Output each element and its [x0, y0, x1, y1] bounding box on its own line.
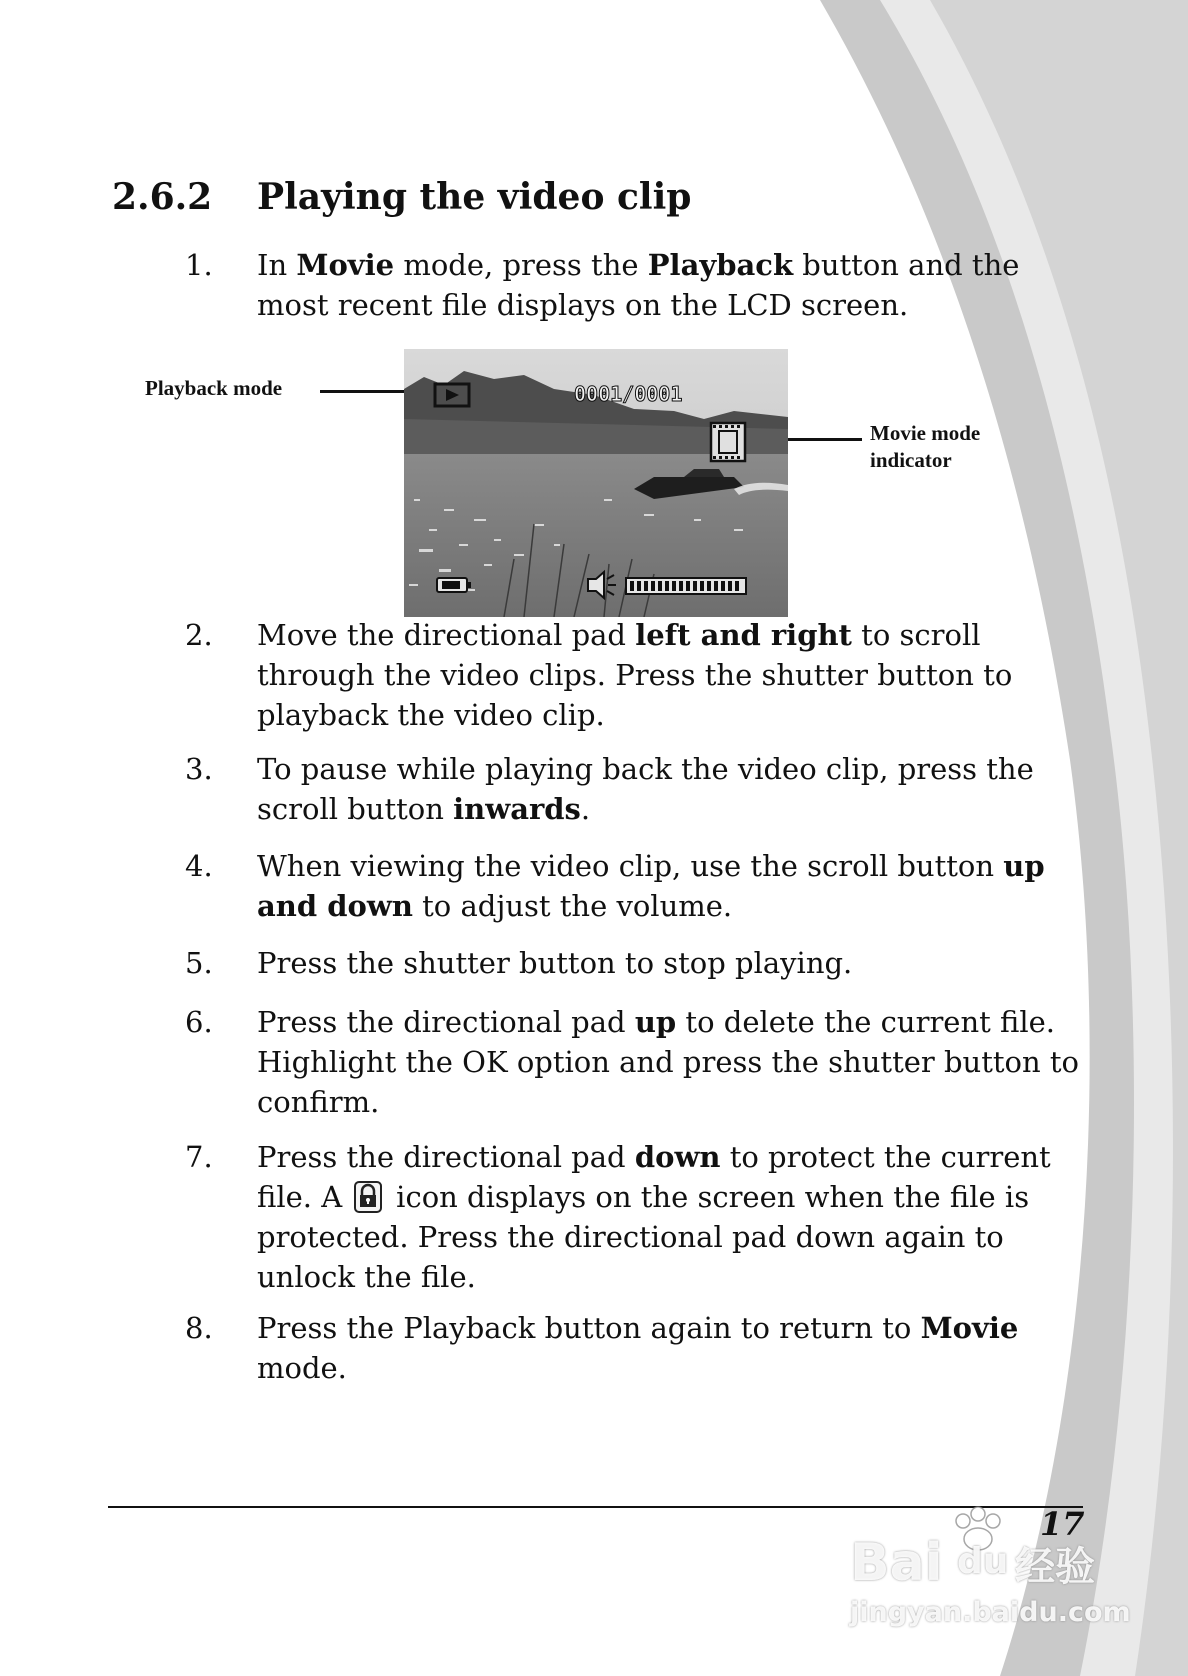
step-bold-term: up [634, 1005, 677, 1039]
section-title: Playing the video clip [257, 176, 692, 218]
step-text-segment: to scroll through the video clips. Press the shutter button to playback the video clip. [257, 618, 1013, 732]
step-text-segment: mode. [257, 1351, 347, 1385]
baidu-watermark [830, 1505, 1130, 1635]
step-text-segment: Press the shutter button to stop playing. [257, 946, 853, 980]
watermark-cn: 经验 [1015, 1544, 1095, 1590]
step-number: 7. [185, 1140, 213, 1174]
step-text-segment: When viewing the video clip, use the scroll button [257, 849, 1004, 883]
movie-mode-label-line2: indicator [870, 448, 952, 472]
lcd-scene [404, 349, 788, 617]
step-bold-term: down [634, 1140, 721, 1174]
step-text-segment: Press the Playback button again to return to [257, 1311, 921, 1345]
watermark-brand: Bai [850, 1533, 943, 1593]
step-text [257, 846, 1097, 926]
step-text [257, 1308, 1097, 1388]
step-text-segment: . [580, 792, 591, 826]
step-number: 1. [185, 248, 213, 282]
step-text-segment: Press the directional pad [257, 1140, 635, 1174]
step-bold-term: inwards [453, 792, 581, 826]
step-text [257, 1002, 1097, 1122]
film-strip-icon [711, 423, 745, 461]
watermark-du: du [957, 1541, 1009, 1582]
file-counter: 0001/0001 [574, 382, 683, 406]
movie-mode-label [870, 420, 980, 474]
section-number: 2.6.2 [112, 176, 213, 218]
step-text [257, 1137, 1097, 1297]
step-number: 3. [185, 752, 213, 786]
battery-icon [437, 578, 471, 592]
step-text-segment: Move the directional pad [257, 618, 636, 652]
lcd-screen-image [404, 349, 788, 617]
step-text-segment: button and the most recent file displays on the LCD screen. [257, 248, 1020, 322]
step-text-segment: In [257, 248, 297, 282]
step-number: 4. [185, 849, 213, 883]
step-text [257, 615, 1097, 735]
step-bold-term: left and right [635, 618, 852, 652]
step-bold-term: Movie [920, 1311, 1019, 1345]
step-number: 2. [185, 618, 213, 652]
step-number: 8. [185, 1311, 213, 1345]
movie-mode-label-line1: Movie mode [870, 421, 981, 445]
step-number: 5. [185, 946, 213, 980]
step-text-segment: to protect the current file. A [257, 1140, 1051, 1214]
page-number: 17 [1040, 1505, 1085, 1543]
step-number: 6. [185, 1005, 213, 1039]
step-text-segment: To pause while playing back the video clip, press the scroll button [257, 752, 1034, 826]
step-text [257, 245, 1097, 325]
step-text-segment: to delete the current file. Highlight the OK option and press the shutter button to confirm. [257, 1005, 1079, 1119]
step-bold-term: Playback [647, 248, 794, 282]
step-bold-term: up and down [257, 849, 1045, 923]
step-text-segment: to adjust the volume. [412, 889, 733, 923]
playback-mode-label: Playback mode [145, 376, 283, 400]
step-bold-term: Movie [296, 248, 395, 282]
step-text-segment: mode, press the [394, 248, 648, 282]
step-text [257, 749, 1097, 829]
step-text-segment: Press the directional pad [257, 1005, 635, 1039]
lock-icon [354, 1181, 382, 1213]
step-text [257, 943, 1097, 983]
volume-bar-icon [626, 578, 746, 594]
step-text-segment: icon displays on the screen when the file is protected. Press the directional pad down again to unlock the file. [257, 1180, 1030, 1294]
watermark-url: jingyan.baidu.com [850, 1597, 1131, 1628]
